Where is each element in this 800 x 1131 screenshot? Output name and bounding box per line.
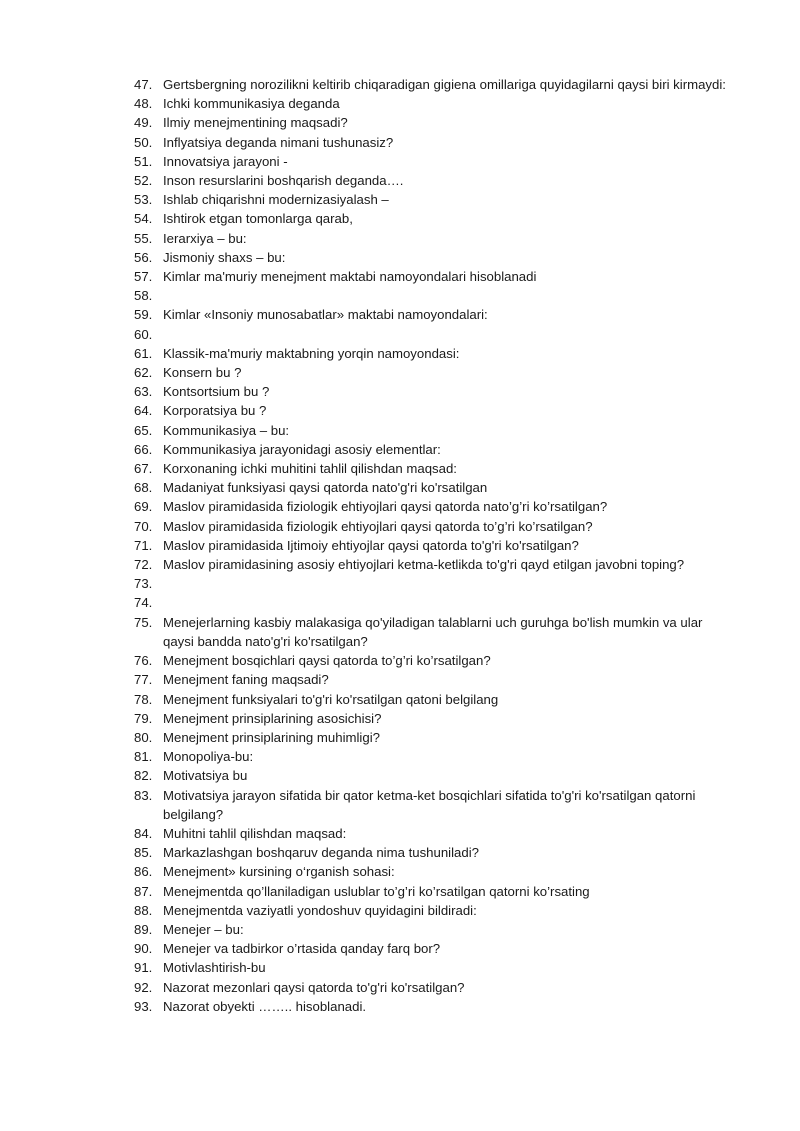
- item-text: Motivlashtirish-bu: [163, 960, 266, 976]
- list-item: [134, 497, 734, 516]
- list-item: [134, 728, 734, 747]
- list-item: [134, 920, 734, 939]
- item-text: [163, 325, 734, 344]
- list-item: [134, 709, 734, 728]
- list-item: [134, 997, 734, 1016]
- list-item: [134, 209, 734, 228]
- list-item: [134, 670, 734, 689]
- item-text: Maslov piramidasida fiziologik ehtiyojlari qaysi qatorda to’g’ri ko’rsatilgan?: [163, 518, 593, 534]
- item-text: Korporatsiya bu ?: [163, 403, 267, 419]
- item-text: [163, 574, 734, 593]
- item-text: Jismoniy shaxs – bu:: [163, 249, 286, 265]
- list-item: [134, 286, 734, 305]
- item-text: Maslov piramidasining asosiy ehtiyojlari ketma-ketlikda to'g'ri qayd etilgan javobni toping?: [163, 557, 685, 573]
- list-item: [134, 478, 734, 497]
- item-text: Motivatsiya bu: [163, 768, 248, 784]
- item-text: Menejer – bu:: [163, 921, 244, 937]
- item-text: Innovatsiya jarayoni -: [163, 153, 288, 169]
- list-item: [134, 401, 734, 420]
- question-list: [134, 75, 734, 1016]
- item-number: 73.: [134, 576, 153, 592]
- item-number: 58.: [134, 288, 153, 304]
- item-number: 92.: [134, 979, 153, 995]
- item-text: Muhitni tahlil qilishdan maqsad:: [163, 825, 347, 841]
- item-number: 57.: [134, 269, 153, 285]
- list-item: [134, 939, 734, 958]
- item-text: Kimlar «Insoniy munosabatlar» maktabi namoyondalari:: [163, 307, 488, 323]
- item-text: Menejment funksiyalari to'g'ri ko'rsatilgan qatoni belgilang: [163, 691, 499, 707]
- item-number: 87.: [134, 883, 153, 899]
- list-item: [134, 171, 734, 190]
- item-number: 80.: [134, 729, 153, 745]
- list-item: [134, 440, 734, 459]
- item-text: Kimlar ma'muriy menejment maktabi namoyondalari hisoblanadi: [163, 269, 537, 285]
- list-item: [134, 305, 734, 324]
- list-item: [134, 152, 734, 171]
- item-text: Ishlab chiqarishni modernizasiyalash –: [163, 192, 389, 208]
- item-text: Markazlashgan boshqaruv deganda nima tushuniladi?: [163, 845, 479, 861]
- item-number: 77.: [134, 672, 153, 688]
- list-item: [134, 843, 734, 862]
- item-text: Madaniyat funksiyasi qaysi qatorda nato'g'ri ko'rsatilgan: [163, 480, 488, 496]
- item-number: 85.: [134, 845, 153, 861]
- item-number: 49.: [134, 115, 153, 131]
- list-item: [134, 190, 734, 209]
- item-text: Ilmiy menejmentining maqsadi?: [163, 115, 348, 131]
- item-number: 50.: [134, 134, 153, 150]
- item-text: Menejment prinsiplarining muhimligi?: [163, 729, 380, 745]
- list-item: [134, 229, 734, 248]
- item-text: Ichki kommunikasiya deganda: [163, 96, 340, 112]
- list-item: [134, 555, 734, 574]
- item-number: 59.: [134, 307, 153, 323]
- item-text: Maslov piramidasida fiziologik ehtiyojlari qaysi qatorda nato’g’ri ko’rsatilgan?: [163, 499, 608, 515]
- item-number: 53.: [134, 192, 153, 208]
- item-text: Nazorat mezonlari qaysi qatorda to'g'ri ko'rsatilgan?: [163, 979, 465, 995]
- item-text: Inflyatsiya deganda nimani tushunasiz?: [163, 134, 394, 150]
- item-number: 75.: [134, 614, 153, 630]
- item-number: 63.: [134, 384, 153, 400]
- item-number: 79.: [134, 710, 153, 726]
- item-number: 52.: [134, 173, 153, 189]
- list-item: [134, 862, 734, 881]
- item-text: Kommunikasiya jarayonidagi asosiy elementlar:: [163, 441, 441, 457]
- item-text: Menejer va tadbirkor o’rtasida qanday farq bor?: [163, 941, 441, 957]
- item-text: Konsern bu ?: [163, 365, 242, 381]
- item-number: 56.: [134, 249, 153, 265]
- item-text: Menejment» kursining o‘rganish sohasi:: [163, 864, 395, 880]
- list-item: [134, 690, 734, 709]
- item-number: 69.: [134, 499, 153, 515]
- list-item: [134, 459, 734, 478]
- item-text: Maslov piramidasida Ijtimoiy ehtiyojlar qaysi qatorda to'g'ri ko'rsatilgan?: [163, 537, 579, 553]
- list-item: [134, 363, 734, 382]
- item-text: Gertsbergning norozilikni keltirib chiqaradigan gigiena omillariga quyidagilarni qaysi biri kirmaydi:: [163, 77, 726, 92]
- list-item: [134, 344, 734, 363]
- list-item: [134, 613, 734, 651]
- item-number: 93.: [134, 998, 153, 1014]
- item-number: 91.: [134, 960, 153, 976]
- item-text: Ishtirok etgan tomonlarga qarab,: [163, 211, 353, 227]
- item-number: 51.: [134, 153, 153, 169]
- list-item: [134, 958, 734, 977]
- item-text: Korxonaning ichki muhitini tahlil qilishdan maqsad:: [163, 461, 457, 477]
- list-item: [134, 536, 734, 555]
- list-item: [134, 113, 734, 132]
- item-number: 71.: [134, 537, 153, 553]
- item-number: 65.: [134, 422, 153, 438]
- item-text: Motivatsiya jarayon sifatida bir qator ketma-ket bosqichlari sifatida to'g'ri ko'rsatilgan qatorni belgilang?: [163, 787, 696, 822]
- item-text: Kommunikasiya – bu:: [163, 422, 290, 438]
- item-number: 54.: [134, 211, 153, 227]
- list-item: [134, 267, 734, 286]
- list-item: [134, 574, 734, 593]
- list-item: [134, 882, 734, 901]
- list-item: [134, 786, 734, 824]
- list-item: [134, 766, 734, 785]
- item-number: 83.: [134, 787, 153, 803]
- item-number: 78.: [134, 691, 153, 707]
- item-number: 86.: [134, 864, 153, 880]
- item-text: Kontsortsium bu ?: [163, 384, 270, 400]
- item-text: [163, 286, 734, 305]
- list-item: [134, 94, 734, 113]
- item-text: [163, 593, 734, 612]
- item-number: 76.: [134, 653, 153, 669]
- item-text: Menejerlarning kasbiy malakasiga qo'yiladigan talablarni uch guruhga bo'lish mumkin va ular qaysi bandda nato'g'ri ko'rsatilgan?: [163, 614, 703, 649]
- list-item: [134, 517, 734, 536]
- item-number: 67.: [134, 461, 153, 477]
- item-text: Nazorat obyekti …….. hisoblanadi.: [163, 998, 367, 1014]
- list-item: [134, 978, 734, 997]
- list-item: [134, 248, 734, 267]
- item-number: 60.: [134, 326, 153, 342]
- item-text: Menejment prinsiplarining asosichisi?: [163, 710, 382, 726]
- item-text: Menejment faning maqsadi?: [163, 672, 329, 688]
- item-number: 74.: [134, 595, 153, 611]
- list-item: [134, 747, 734, 766]
- item-number: 84.: [134, 825, 153, 841]
- item-number: 88.: [134, 902, 153, 918]
- list-item: [134, 593, 734, 612]
- item-number: 89.: [134, 921, 153, 937]
- item-number: 68.: [134, 480, 153, 496]
- item-number: 72.: [134, 557, 153, 573]
- list-item: [134, 382, 734, 401]
- list-item: [134, 901, 734, 920]
- item-number: 48.: [134, 96, 153, 112]
- item-number: 70.: [134, 518, 153, 534]
- item-text: Ierarxiya – bu:: [163, 230, 247, 246]
- list-item: [134, 421, 734, 440]
- list-item: [134, 325, 734, 344]
- item-number: 82.: [134, 768, 153, 784]
- list-item: [134, 824, 734, 843]
- item-number: 61.: [134, 345, 153, 361]
- item-number: 66.: [134, 441, 153, 457]
- item-number: 47.: [134, 77, 153, 92]
- item-number: 90.: [134, 941, 153, 957]
- item-text: Menejmentda qo’llaniladigan uslublar to’g’ri ko’rsatilgan qatorni ko’rsating: [163, 883, 590, 899]
- item-number: 55.: [134, 230, 153, 246]
- item-text: Menejment bosqichlari qaysi qatorda to’g’ri ko’rsatilgan?: [163, 653, 491, 669]
- item-text: Klassik-ma'muriy maktabning yorqin namoyondasi:: [163, 345, 460, 361]
- item-number: 81.: [134, 749, 153, 765]
- list-item: [134, 75, 734, 94]
- item-text: Menejmentda vaziyatli yondoshuv quyidagini bildiradi:: [163, 902, 477, 918]
- item-text: Inson resurslarini boshqarish deganda….: [163, 173, 404, 189]
- list-item: [134, 133, 734, 152]
- item-text: Monopoliya-bu:: [163, 749, 254, 765]
- item-number: 62.: [134, 365, 153, 381]
- item-number: 64.: [134, 403, 153, 419]
- list-item: [134, 651, 734, 670]
